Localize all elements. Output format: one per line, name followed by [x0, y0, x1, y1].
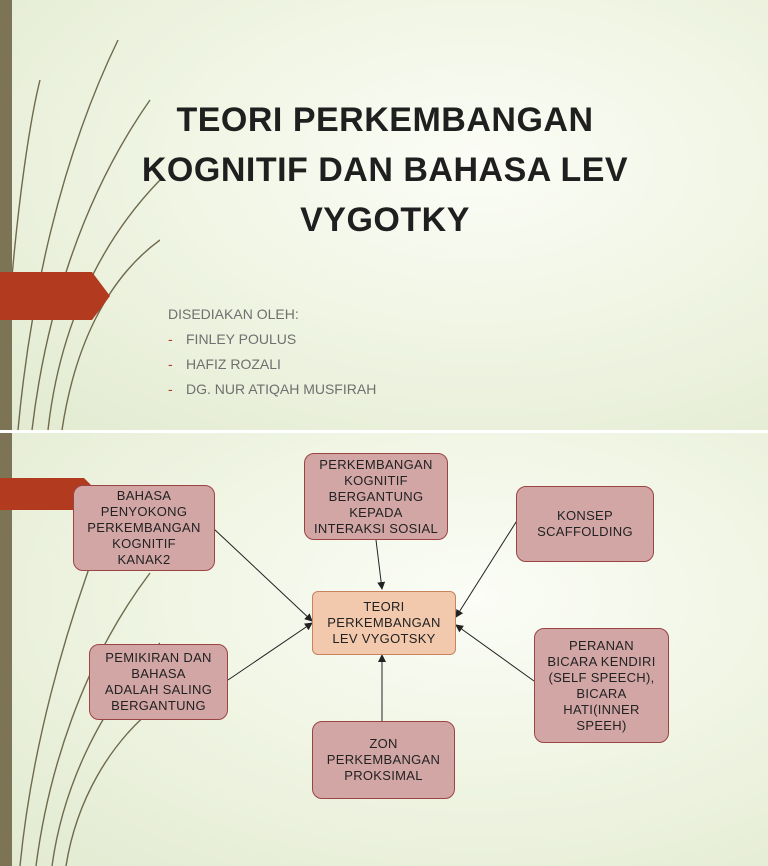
- node-text-line: SPEEH): [576, 717, 627, 733]
- node-text-line: BERGANTUNG: [328, 488, 424, 504]
- node-text-line: LEV VYGOTSKY: [332, 631, 436, 646]
- presenter-name: FINLEY POULUS: [186, 331, 297, 347]
- side-bar: [0, 0, 12, 430]
- slide-title: [140, 95, 630, 245]
- mind-map-slide: [0, 433, 768, 866]
- title-line: VYGOTKY: [300, 201, 470, 239]
- node-text-line: PERKEMBANGAN: [87, 520, 201, 535]
- node-text-line: KANAK2: [117, 552, 171, 567]
- node-text-line: SCAFFOLDING: [537, 524, 633, 539]
- presenter-item: [168, 327, 376, 352]
- node-text-line: BAHASA: [116, 488, 172, 503]
- node-text-line: TEORI: [363, 599, 405, 614]
- title-line: KOGNITIF DAN BAHASA LEV: [141, 151, 629, 189]
- node-text-line: BICARA KENDIRI: [547, 653, 656, 669]
- node-text-line: ADALAH SALING: [104, 682, 213, 697]
- node-text-line: HATI(INNER: [563, 701, 640, 717]
- node-text-line: PENYOKONG: [100, 504, 188, 519]
- bullet-dash: -: [168, 331, 173, 347]
- node-text-line: INTERAKSI SOSIAL: [313, 520, 438, 536]
- presenter-item: [168, 352, 376, 377]
- title-line: TEORI PERKEMBANGAN: [176, 101, 594, 139]
- node-text-line: PEMIKIRAN DAN: [105, 650, 212, 665]
- node-text-line: KEPADA: [349, 504, 403, 520]
- bullet-dash: -: [168, 381, 173, 397]
- node-text-line: PERKEMBANGAN: [327, 615, 441, 630]
- decorative-swoosh-lines: [0, 0, 160, 430]
- node-text-line: PERANAN: [569, 637, 634, 653]
- node-text-line: (SELF SPEECH),: [548, 669, 655, 685]
- title-slide: [0, 0, 768, 430]
- node-text-line: KONSEP: [557, 508, 613, 523]
- node-text-line: KOGNITIF: [344, 472, 408, 488]
- node-text-line: BAHASA: [131, 666, 186, 681]
- presenter-heading: DISEDIAKAN OLEH:: [168, 306, 299, 322]
- node-zon-perkembangan: [312, 721, 455, 799]
- node-text-line: KOGNITIF: [112, 536, 176, 551]
- node-center-teori: [312, 591, 456, 655]
- red-tab-marker: [0, 272, 110, 320]
- node-pemikiran-bahasa: [89, 644, 228, 720]
- node-text-line: PERKEMBANGAN: [319, 456, 433, 472]
- node-konsep-scaffolding: [516, 486, 654, 562]
- presenter-name: HAFIZ ROZALI: [186, 356, 281, 372]
- presenter-name: DG. NUR ATIQAH MUSFIRAH: [186, 381, 377, 397]
- presenter-item: [168, 377, 376, 402]
- node-text-line: BERGANTUNG: [111, 698, 206, 713]
- node-text-line: BICARA: [576, 685, 627, 701]
- node-bahasa-penyokong: [73, 485, 215, 571]
- node-text-line: ZON: [369, 736, 398, 751]
- node-peranan-bicara: [534, 628, 669, 743]
- node-perkembangan-kognitif: [304, 453, 448, 540]
- node-text-line: PROKSIMAL: [344, 768, 423, 783]
- node-text-line: PERKEMBANGAN: [326, 752, 441, 767]
- presenter-list: [168, 302, 376, 402]
- bullet-dash: -: [168, 356, 173, 372]
